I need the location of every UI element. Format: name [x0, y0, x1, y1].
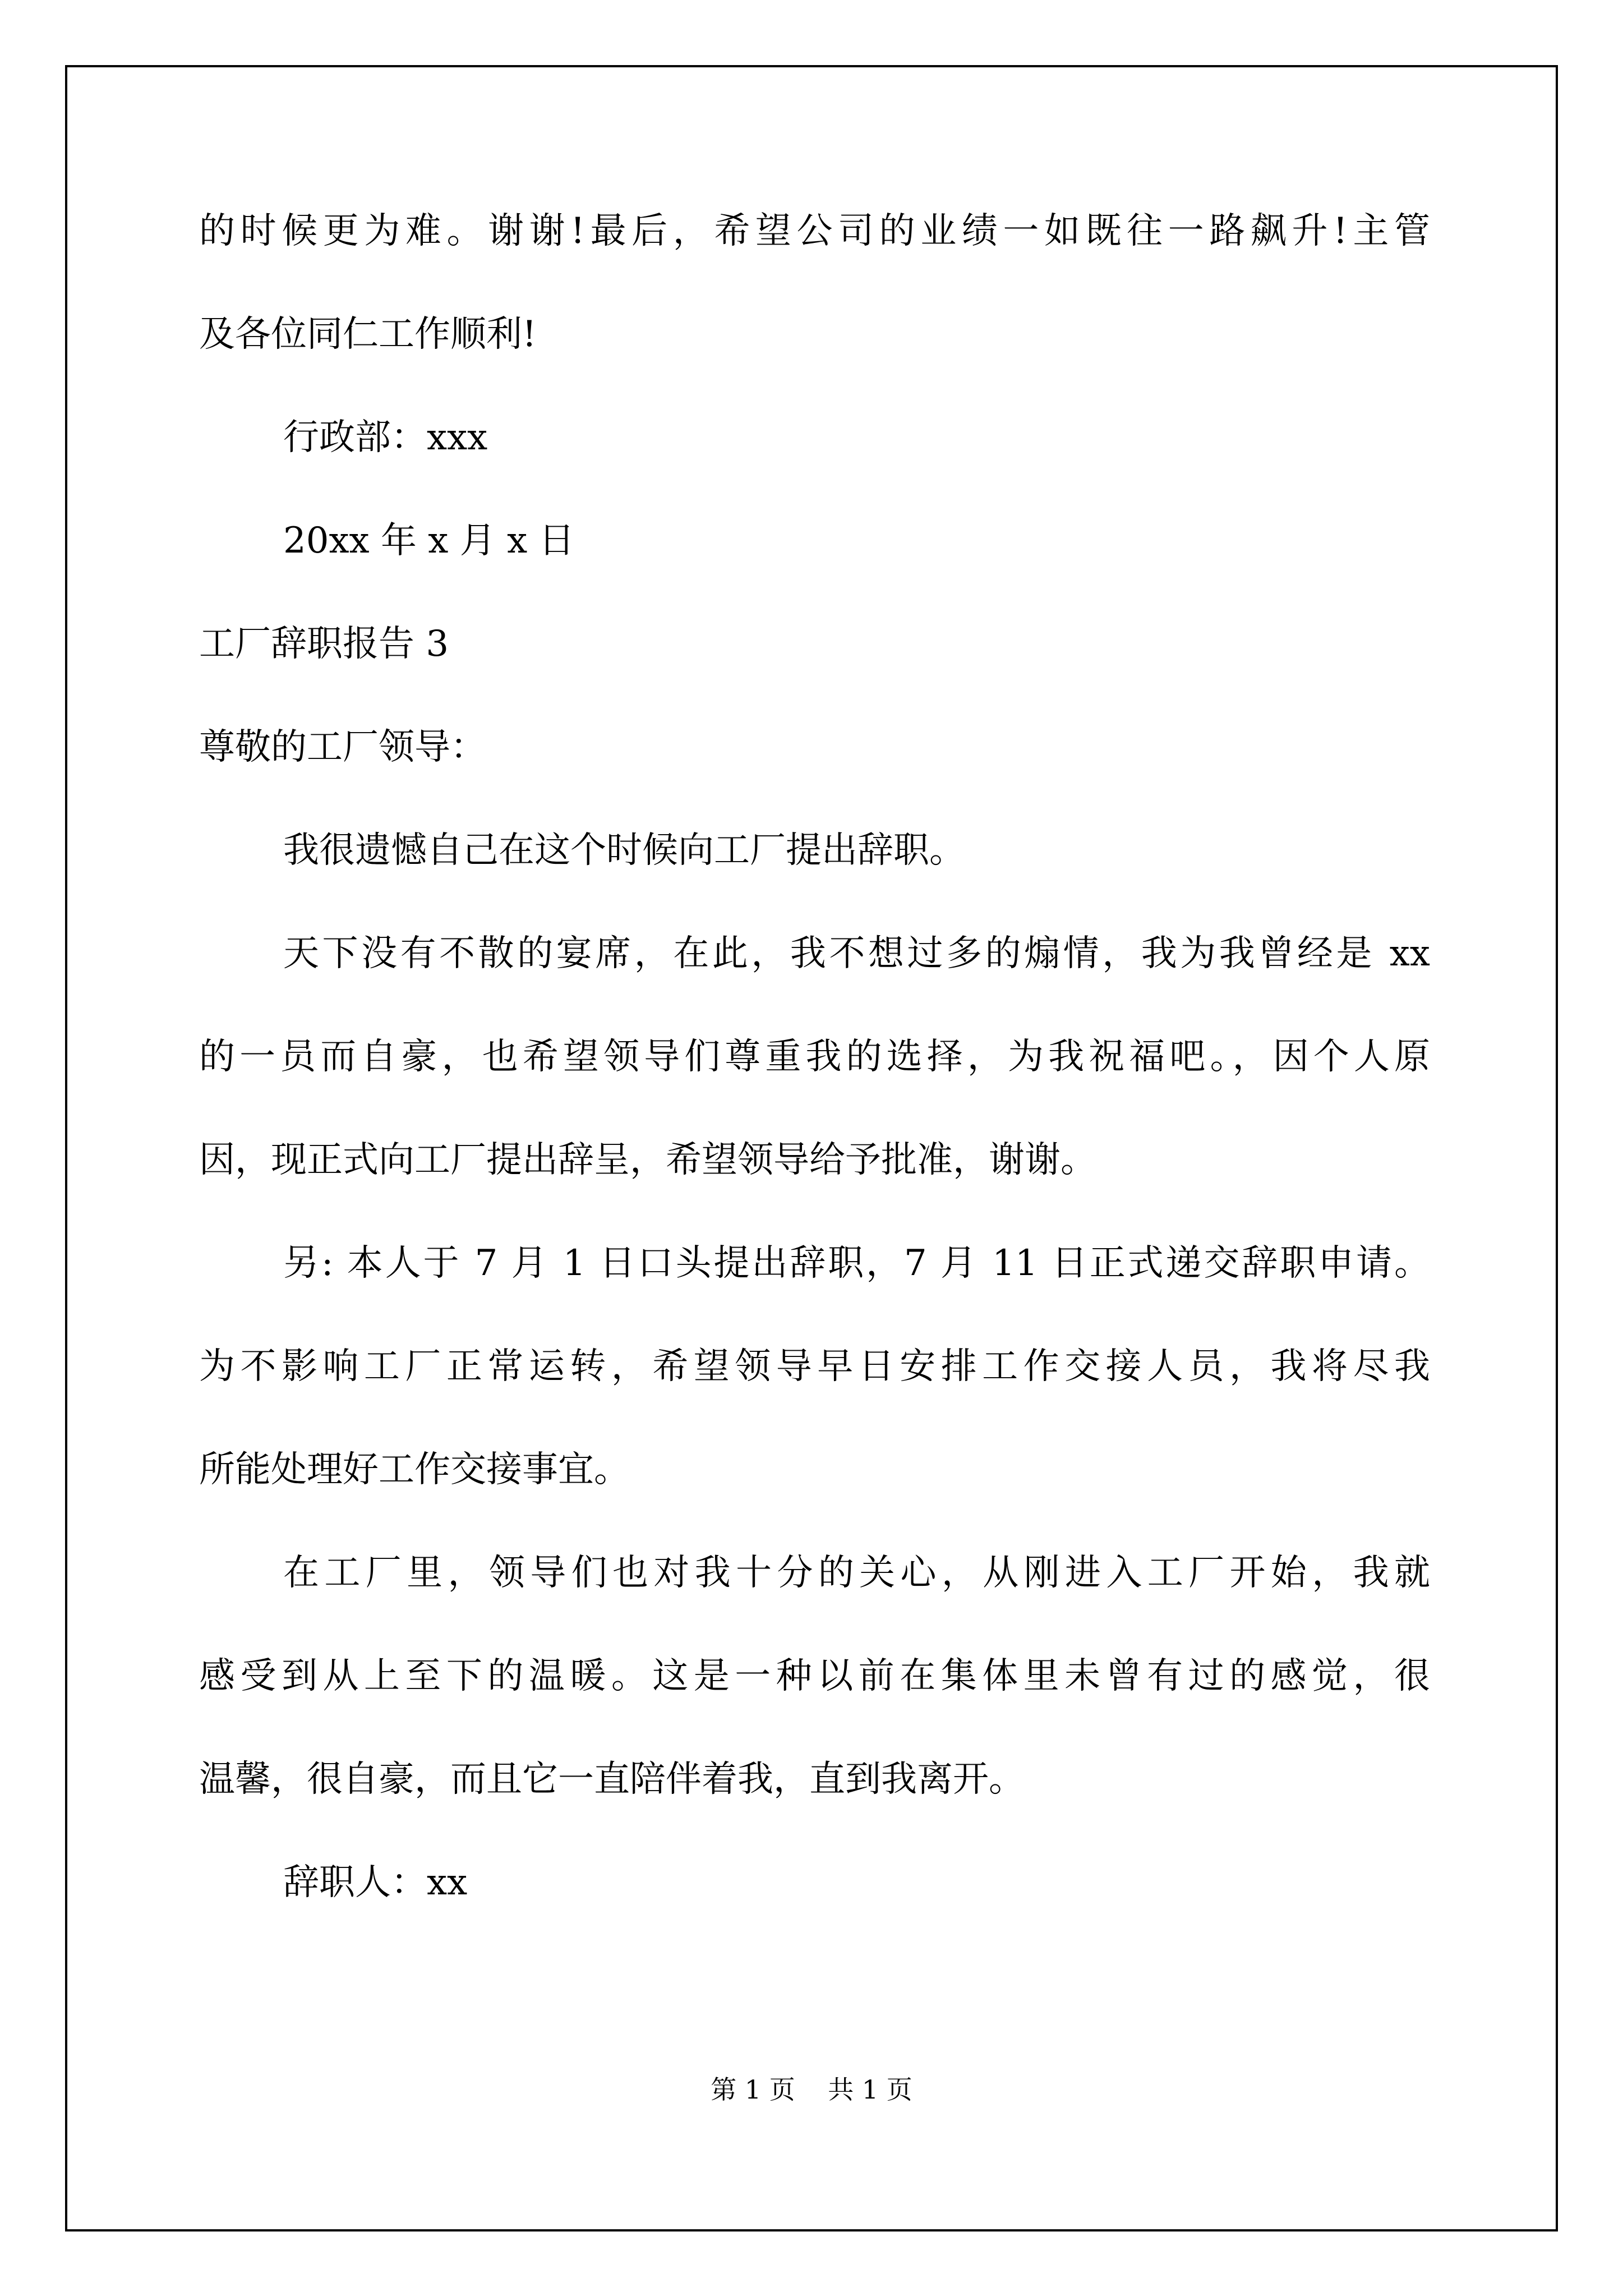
page-number: 第 1 页 [711, 2074, 795, 2105]
page-total: 共 1 页 [828, 2074, 912, 2105]
text-line: 为不影响工厂正常运转，希望领导早日安排工作交接人员，我将尽我 [199, 1346, 1430, 1387]
section-title: 工厂辞职报告 3 [199, 623, 449, 665]
text-line: 及各位同仁工作顺利! [199, 314, 537, 355]
text-line: 的一员而自豪，也希望领导们尊重我的选择，为我祝福吧。，因个人原 [199, 1036, 1430, 1078]
text-line: 在工厂里，领导们也对我十分的关心，从刚进入工厂开始，我就 [283, 1552, 1430, 1594]
resigner-signature: 辞职人：xx [283, 1862, 468, 1903]
text-line: 因，现正式向工厂提出辞呈，希望领导给予批准，谢谢。 [199, 1139, 1096, 1181]
text-line: 温馨，很自豪，而且它一直陪伴着我，直到我离开。 [199, 1759, 1025, 1800]
department-signature: 行政部：xxx [283, 417, 488, 458]
page-footer [0, 2074, 1623, 2105]
text-line: 所能处理好工作交接事宜。 [199, 1449, 630, 1490]
document-body [199, 210, 1430, 1968]
salutation: 尊敬的工厂领导： [199, 726, 486, 768]
text-line: 感受到从上至下的温暖。这是一种以前在集体里未曾有过的感觉，很 [199, 1655, 1430, 1697]
text-line: 天下没有不散的宴席，在此，我不想过多的煽情，我为我曾经是 xx [283, 933, 1430, 974]
date-line: 20xx 年 x 月 x 日 [283, 520, 575, 562]
text-line: 的时候更为难。谢谢!最后，希望公司的业绩一如既往一路飙升!主管 [199, 210, 1430, 252]
text-line: 另: 本人于 7 月 1 日口头提出辞职，7 月 11 日正式递交辞职申请。 [283, 1243, 1430, 1284]
text-line: 我很遗憾自己在这个时候向工厂提出辞职。 [283, 830, 965, 871]
